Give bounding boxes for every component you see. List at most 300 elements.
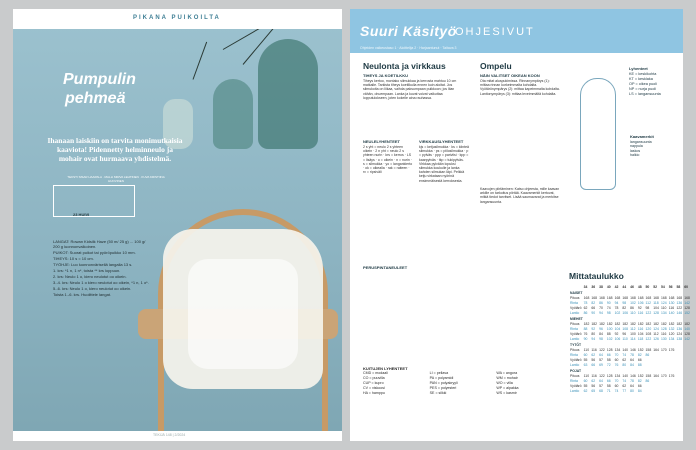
size-chart-cell: 88: [606, 331, 611, 336]
size-chart-group: POJAT: [570, 368, 582, 373]
measurement-diagram: [53, 185, 135, 217]
size-chart-size: 36: [591, 284, 596, 289]
size-chart-cell: 182: [645, 321, 652, 326]
size-chart-size: 50: [645, 284, 650, 289]
size-chart-cell: 57: [599, 383, 603, 388]
size-chart-cell: 86: [645, 352, 650, 357]
size-chart-cell: [652, 388, 660, 393]
size-chart-cell: 120: [668, 331, 675, 336]
size-chart-cell: 64: [630, 383, 634, 388]
size-chart-row-label: Rinta: [570, 352, 578, 357]
size-chart-size: 38: [599, 284, 603, 289]
size-chart-cell: [645, 388, 653, 393]
size-chart-row: [569, 300, 691, 305]
size-chart-cell: 182: [599, 321, 605, 326]
size-chart-cell: 170: [661, 347, 667, 352]
size-chart-cell: 88: [583, 326, 588, 331]
size-chart-size: 58: [676, 284, 681, 289]
fiber-abbrev: CMD = modaali: [363, 371, 388, 375]
size-chart-group: MIEHET: [570, 316, 583, 321]
size-chart-cell: 142: [684, 300, 690, 305]
size-chart-cell: 84: [637, 388, 642, 393]
size-chart-cell: 90: [606, 300, 611, 305]
size-chart-cell: [675, 388, 683, 393]
size-chart-cell: 146: [630, 347, 636, 352]
size-chart-cell: 116: [637, 310, 644, 315]
size-chart-cell: 182: [606, 321, 613, 326]
shawl-fold: [188, 259, 298, 369]
size-chart-cell: 128: [684, 331, 690, 336]
size-chart-cell: 152: [637, 373, 644, 378]
size-chart-cell: 66: [606, 378, 611, 383]
size-chart-cell: 62: [622, 357, 627, 362]
size-chart-cell: 80: [622, 362, 627, 367]
crochet-subheading: VIRKKAUSLYHENTEET: [419, 139, 464, 144]
size-chart-row-label: Rinta: [570, 300, 578, 305]
size-chart-cell: 128: [684, 305, 690, 310]
size-chart-cell: 98: [599, 336, 603, 341]
size-chart-row-label: Pituus: [570, 321, 580, 326]
size-chart-cell: 66: [637, 357, 642, 362]
size-chart-cell: 182: [668, 321, 675, 326]
article-title: Pumpulin: [63, 71, 136, 88]
size-chart-cell: 110: [630, 310, 636, 315]
size-chart-cell: 168: [630, 295, 636, 300]
size-chart-cell: 134: [614, 347, 621, 352]
legend-item: KE = keskikohta: [629, 72, 657, 76]
size-chart-cell: 124: [653, 326, 659, 331]
size-chart-row-label: Pituus: [570, 295, 580, 300]
size-chart-row-label: Lantio: [570, 362, 580, 367]
size-chart-cell: 168: [599, 295, 605, 300]
size-chart-cell: 104: [637, 331, 644, 336]
instruction-line: PUIKOT: Suorat puikot tai pyöröpuikko 10 mm.: [53, 250, 136, 255]
size-chart-cell: 55: [583, 357, 588, 362]
size-chart-cell: 182: [583, 321, 590, 326]
size-chart-cell: 56: [591, 383, 596, 388]
size-chart-cell: 110: [622, 336, 628, 341]
instruction-line: 1. krs: *1 n, 1 n*, toista ** krs loppuun.: [53, 268, 121, 273]
body-measurement-figure: [572, 73, 622, 188]
size-chart-cell: 80: [591, 331, 596, 336]
size-chart-cell: 134: [668, 336, 675, 341]
size-chart-cell: 74: [622, 378, 627, 383]
gauge-text: Tiheys kertoo, montako silmukkaa ja kerrosta mahtuu 10 cm matkalle. Tarkista tiheys koetilkulla ennen kuin aloitat. Jos silmukoita on liikaa, vaihda paksumpaan puikkoon; jos liian vähän, ohuempaan. Lanka ja kuvat voivat vaikuttaa lopputulokseen, joten kokeile aina rauhassa.: [363, 79, 457, 100]
size-chart-row-label: Rinta: [570, 378, 578, 383]
size-chart-cell: 100: [606, 326, 613, 331]
size-chart-cell: 114: [630, 336, 636, 341]
size-chart-size: 60: [684, 284, 688, 289]
instruction-line: 2. krs: Neulo 1 o, kiero neulotut oo oikein.: [53, 274, 127, 279]
size-chart-cell: 86: [583, 310, 588, 315]
size-chart-cell: 62: [591, 378, 596, 383]
crochet-text: kjs = ketjusilmukka · ks = kiinteä silmukka · ps = piilosilmukka · p = pylväs · ppp = pariviisi · kpp = kaarpylväs · tkp = tukipylväs. Virkkaa pylvään lopuksi silmukka koukulle ja lanka kahden silmukan läpi. Pelkkä ketju virkataan nyörinä ensimmäisestä kerroksesta.: [419, 145, 469, 183]
size-chart-cell: 168: [614, 295, 621, 300]
size-chart-cell: 168: [645, 295, 652, 300]
size-chart-row-label: Pituus: [570, 373, 580, 378]
size-chart-cell: 124: [661, 300, 667, 305]
size-chart-size: 46: [630, 284, 634, 289]
symbol-item: halkio: [630, 153, 640, 157]
size-chart-cell: 64: [630, 357, 634, 362]
size-chart-cell: 136: [676, 300, 683, 305]
knitting-heading: Neulonta ja virkkaus: [363, 61, 446, 71]
size-chart-size: 52: [653, 284, 658, 289]
legend-title: Lyhenteet: [629, 66, 648, 71]
size-chart-cell: 122: [676, 305, 683, 310]
size-chart-cell: 82: [637, 378, 642, 383]
size-chart-cell: 164: [653, 347, 659, 352]
size-chart-cell: 106: [622, 310, 629, 315]
fiber-abbrev: PAN = polyakryyli: [429, 381, 458, 385]
size-chart-cell: 168: [606, 295, 613, 300]
legend-item: OP = oikea puoli: [629, 82, 657, 86]
size-chart-row-label: Vyötärö: [570, 331, 582, 336]
size-chart-cell: 128: [606, 347, 613, 352]
size-chart-cell: 182: [614, 321, 621, 326]
size-chart-cell: 116: [637, 326, 644, 331]
size-chart-cell: 80: [630, 388, 634, 393]
symbols-title: Kaavamerkit: [630, 134, 654, 139]
size-chart-cell: 122: [645, 336, 652, 341]
size-chart-cell: 102: [606, 336, 613, 341]
size-chart-cell: 66: [637, 383, 642, 388]
size-chart-cell: 65: [591, 388, 596, 393]
size-chart-cell: 138: [676, 336, 683, 341]
size-chart-cell: 104: [653, 305, 659, 310]
article-title-2: pehmeä: [65, 90, 126, 107]
size-chart-cell: 118: [637, 336, 644, 341]
symbol-item: laskos: [630, 148, 641, 153]
size-chart-cell: 71: [606, 388, 611, 393]
size-chart-cell: 104: [614, 326, 621, 331]
size-chart-cell: 146: [630, 373, 636, 378]
size-chart-cell: 74: [606, 305, 611, 310]
size-chart-row: [569, 326, 691, 331]
size-chart-row-label: Lantio: [570, 388, 580, 393]
size-chart-cell: 112: [653, 331, 659, 336]
size-chart-cell: 116: [591, 373, 597, 378]
size-chart-row-label: Vyötärö: [570, 357, 582, 362]
size-chart-cell: 62: [583, 388, 588, 393]
size-chart-cell: 108: [645, 331, 652, 336]
size-chart-cell: 96: [622, 331, 627, 336]
size-chart-cell: 60: [614, 357, 619, 362]
size-chart-cell: 132: [668, 326, 675, 331]
size-chart-cell: 106: [637, 300, 644, 305]
size-chart-cell: 112: [630, 326, 636, 331]
size-chart-cell: 168: [591, 295, 598, 300]
size-chart-cell: 102: [614, 310, 621, 315]
size-chart-cell: 60: [583, 378, 588, 383]
size-chart-cell: 66: [606, 352, 611, 357]
size-chart-header: [569, 284, 691, 289]
size-chart-cell: 130: [661, 336, 667, 341]
instruction-line: LANGAT: Rowan Kidsilk Haze (50 m/ 25 g) ... 100 g/ 200 g luonnonvalkoinen.: [53, 239, 146, 249]
knit-abbrev-subheading: NEULELYHENTEET: [363, 139, 400, 144]
size-chart-cell: 130: [668, 300, 675, 305]
size-chart-cell: 78: [614, 305, 619, 310]
fiber-abbrev: LI = pellava: [429, 371, 449, 375]
size-chart-cell: 182: [591, 321, 598, 326]
size-chart-cell: 84: [630, 362, 634, 367]
left-page: [13, 9, 342, 441]
size-chart-cell: 168: [668, 295, 675, 300]
size-chart-cell: 128: [606, 373, 613, 378]
size-chart-cell: 110: [583, 373, 590, 378]
fiber-abbrev: WM = mohair: [496, 376, 518, 380]
size-chart-size: 42: [614, 284, 619, 289]
size-chart-cell: 98: [645, 305, 650, 310]
section-label: PIKANA PUIKOILTA: [133, 15, 221, 21]
size-chart-cell: 140: [622, 373, 629, 378]
size-chart-cell: 182: [630, 321, 636, 326]
size-chart-cell: 62: [583, 305, 588, 310]
stitch-subheading: PERUSPINTANEULEET: [363, 265, 408, 270]
instruction-line: TIHEYS: 10 s = 10 cm.: [53, 256, 94, 261]
size-chart-cell: 88: [637, 362, 642, 367]
size-chart-cell: 78: [630, 352, 634, 357]
size-chart-cell: 168: [583, 295, 590, 300]
size-chart-size: 56: [668, 284, 673, 289]
size-chart-cell: 86: [630, 305, 634, 310]
sewing-heading: Ompelu: [480, 61, 512, 71]
size-chart-cell: 77: [622, 388, 627, 393]
fiber-abbreviations: [363, 366, 563, 396]
size-chart-cell: 76: [614, 362, 619, 367]
size-chart-row: [569, 388, 691, 393]
size-chart-cell: 62: [591, 352, 596, 357]
fiber-abbrev: SE = silkki: [429, 391, 447, 395]
size-chart-cell: 146: [676, 310, 683, 315]
pattern-instructions: [53, 239, 153, 298]
size-chart-cell: 60: [614, 383, 619, 388]
fiber-abbrev: WO = villa: [496, 381, 513, 385]
size-chart-cell: 122: [645, 310, 652, 315]
size-chart-cell: 92: [614, 331, 619, 336]
legend-item: LS = langansuunta: [629, 92, 661, 96]
size-chart-cell: 182: [684, 321, 690, 326]
size-chart-cell: 94: [591, 336, 596, 341]
size-chart-row-label: Rinta: [570, 326, 578, 331]
pattern-symbols-legend: [630, 135, 654, 158]
symbol-item: langansuunta: [630, 139, 652, 144]
size-chart-cell: 122: [599, 373, 605, 378]
section-header: [13, 9, 342, 29]
size-chart-cell: 66: [591, 362, 596, 367]
size-chart-cell: 168: [684, 295, 690, 300]
size-chart-cell: 72: [606, 362, 611, 367]
size-chart-cell: 94: [599, 310, 603, 315]
fiber-abbrev-title: KUITUJEN LYHENTEET: [363, 366, 408, 371]
size-chart-cell: 70: [599, 305, 603, 310]
size-chart-cell: 90: [583, 336, 588, 341]
fiber-abbrev: CV = viskoosi: [363, 386, 385, 390]
fiber-abbrev: PA = polyamidi: [429, 376, 454, 380]
size-chart-cell: 134: [661, 310, 667, 315]
size-chart-row-label: Vyötärö: [570, 383, 582, 388]
size-chart-cell: 92: [637, 305, 642, 310]
size-chart-cell: 168: [653, 295, 659, 300]
size-chart-cell: [660, 388, 668, 393]
size-chart-cell: [668, 388, 676, 393]
size-chart-cell: 69: [599, 362, 603, 367]
size-chart-row: [569, 321, 691, 326]
size-chart-size: 44: [622, 284, 627, 289]
fiber-abbrev: WS = kasmir: [496, 391, 517, 395]
size-chart-cell: 102: [630, 300, 636, 305]
fiber-abbrev: HA = hamppu: [363, 391, 385, 395]
right-page: [350, 9, 690, 441]
size-chart-cell: 98: [622, 300, 627, 305]
size-chart-cell: 100: [630, 331, 636, 336]
size-chart-size: 34: [583, 284, 588, 289]
size-chart-cell: 74: [614, 388, 619, 393]
fiber-abbrev: PES = polyesteri: [429, 386, 457, 390]
size-chart-cell: 168: [622, 295, 629, 300]
size-chart-row: [569, 336, 691, 341]
size-chart-cell: 128: [661, 326, 667, 331]
size-chart-cell: 70: [614, 352, 619, 357]
size-chart-row: [569, 295, 691, 300]
size-chart-row: [569, 373, 691, 378]
fiber-abbrev: WP = alpakka: [496, 386, 519, 390]
size-chart-cell: 168: [676, 295, 683, 300]
size-chart-cell: 140: [622, 347, 629, 352]
size-chart-cell: 96: [599, 326, 603, 331]
size-chart-row-label: Lantio: [570, 336, 580, 341]
instruction-line: 5.-6. krs: Neulo 1 o, kiero neulotut oo oikein.: [53, 286, 132, 291]
size-chart-cell: 82: [622, 305, 627, 310]
size-chart-row-label: Vyötärö: [570, 305, 582, 310]
pattern-number: 23 HUIVI: [73, 212, 90, 217]
size-chart-cell: 66: [591, 305, 596, 310]
size-chart-cell: 78: [583, 300, 588, 305]
size-chart-size: 40: [606, 284, 611, 289]
size-chart-cell: 116: [591, 347, 597, 352]
small-vase: [213, 79, 253, 149]
size-chart-cell: 140: [668, 310, 675, 315]
size-chart-cell: 64: [599, 352, 603, 357]
size-chart-cell: 86: [645, 378, 650, 383]
size-chart-cell: 70: [614, 378, 619, 383]
size-chart-cell: 168: [637, 295, 644, 300]
size-chart-cell: 64: [599, 378, 603, 383]
size-chart-cell: 112: [645, 300, 651, 305]
footer-text: TEKIJÄ 148 | 2/2024: [153, 433, 186, 437]
size-chart-cell: 60: [583, 352, 588, 357]
size-text: Ota mitat aluspukimissa. Rinnanympärys (1): mittaa rinnan korkeimmalta kohdalta. Vyötärönympärys (2): mittaa kapeimmalta kohdalta. Lantionympärys (3): mittaa leveimmältä kohdalta.: [480, 79, 560, 96]
fiber-abbrev: CUP = kupro: [363, 381, 384, 385]
symbol-item: nappula: [630, 144, 643, 148]
article-lead: Ihanaan laiskiin on tarvita monimutkaisia kaaviota! Pidennetty helminneulo ja mohair ovat hurmaava yhdistelmä.: [47, 136, 183, 163]
size-chart-cell: 122: [599, 347, 605, 352]
size-chart-size: 54: [661, 284, 665, 289]
size-chart-cell: 124: [676, 331, 683, 336]
size-chart-group: TYTÖT: [570, 342, 582, 347]
size-chart-cell: 168: [661, 295, 667, 300]
abbreviation-legend: [629, 66, 661, 97]
size-chart-cell: 176: [668, 373, 675, 378]
size-chart-cell: 58: [606, 357, 611, 362]
size-chart-cell: 55: [583, 383, 588, 388]
size-chart-cell: 182: [622, 321, 629, 326]
size-chart-cell: 108: [622, 326, 629, 331]
size-chart-cell: 182: [637, 321, 644, 326]
size-subheading: NÄIN VALITSET OIKEAN KOON: [480, 73, 540, 78]
size-chart-title: Mittataulukko: [569, 271, 624, 281]
size-chart-size: 48: [637, 284, 642, 289]
size-chart-cell: 94: [614, 300, 619, 305]
pattern-text: Kaavojen piirtäminen: Katso ohjeesta, mille kaavan arkille on tarkoitus piirtää. Kaavamerkit kertovat, mitkä tiedot tarvitset. Lisää saumavarat ja merkitse langansuunta.: [480, 187, 560, 204]
size-chart-cell: 78: [630, 378, 634, 383]
size-chart: [569, 284, 691, 393]
size-chart-cell: 182: [653, 321, 659, 326]
size-chart-cell: 120: [645, 326, 652, 331]
size-chart-cell: 92: [591, 326, 596, 331]
size-chart-row-label: Pituus: [570, 347, 580, 352]
size-chart-cell: 182: [676, 321, 683, 326]
size-chart-cell: 176: [668, 347, 675, 352]
size-chart-row: [569, 347, 691, 352]
legend-item: NP = nurja puoli: [629, 87, 657, 91]
article-credits: TEKSTI SISAR HAAPALA · MALLI MIRVA LEHTINEN · KUVA KRISTIINA HUOVINEN: [67, 175, 165, 183]
fiber-abbrev: WA = angora: [496, 371, 518, 375]
size-chart-cell: 82: [637, 352, 642, 357]
banner-subtitle: OHJESIVUT: [455, 26, 535, 38]
green-vase: [258, 39, 318, 149]
size-chart-cell: 57: [599, 357, 603, 362]
size-chart-cell: 56: [591, 357, 596, 362]
size-chart-row: [569, 305, 691, 310]
size-chart-cell: 140: [684, 326, 690, 331]
size-chart-cell: 98: [606, 310, 611, 315]
left-footer: [13, 431, 342, 441]
legend-item: KT = kesklaka: [629, 77, 653, 81]
size-chart-cell: 110: [661, 305, 667, 310]
size-chart-cell: 86: [599, 300, 603, 305]
size-chart-cell: 62: [622, 383, 627, 388]
size-chart-cell: 58: [606, 383, 611, 388]
size-chart-cell: 63: [583, 362, 588, 367]
banner-info: Ohjeiden vaikeustaso 1 · Aloittelija 2 · Harjaantunut · Taitava 3: [360, 46, 457, 50]
size-chart-row-label: Lantio: [570, 310, 580, 315]
size-chart-cell: [683, 388, 691, 393]
gauge-subheading: TIHEYS JA KOETILKKU: [363, 73, 408, 78]
size-chart-cell: 158: [645, 347, 652, 352]
size-chart-cell: 118: [653, 300, 659, 305]
size-chart-cell: 164: [653, 373, 659, 378]
size-chart-cell: 182: [661, 321, 667, 326]
size-chart-cell: 152: [684, 310, 690, 315]
size-chart-cell: 116: [668, 305, 675, 310]
size-chart-row: [569, 310, 691, 315]
size-chart-cell: 74: [622, 352, 627, 357]
banner-title: Suuri Käsityö: [360, 23, 457, 39]
guide-banner: [350, 9, 683, 53]
instruction-line: 3.-4. krs: Neulo 1 o kiero neulotut oo oikein, *1 n, 1 o*.: [53, 280, 149, 285]
size-chart-cell: 158: [645, 373, 652, 378]
size-chart-cell: 82: [591, 300, 596, 305]
size-chart-cell: 76: [583, 331, 588, 336]
size-chart-cell: 68: [599, 388, 603, 393]
size-chart-group: NAISET: [570, 290, 583, 295]
instruction-line: TYÖHJE: Luo luonnonvärisellä langalla 13 s.: [53, 262, 133, 267]
size-chart-cell: 142: [684, 336, 690, 341]
instruction-line: Toista 1.-6. krs. Huolittele langat.: [53, 292, 112, 297]
size-chart-cell: 90: [591, 310, 596, 315]
knit-abbrev-text: 2 s yht = neulo 2 s yhteen oikein · 2 n yht = neulo 2 s yhteen nurin · krs = kerros · LS = lisäys · o = oikein · n = nurin · s = silmukka · yo = langankierto · ok = oikealla · rak = raiteen · rv = ripsiväli: [363, 145, 413, 175]
